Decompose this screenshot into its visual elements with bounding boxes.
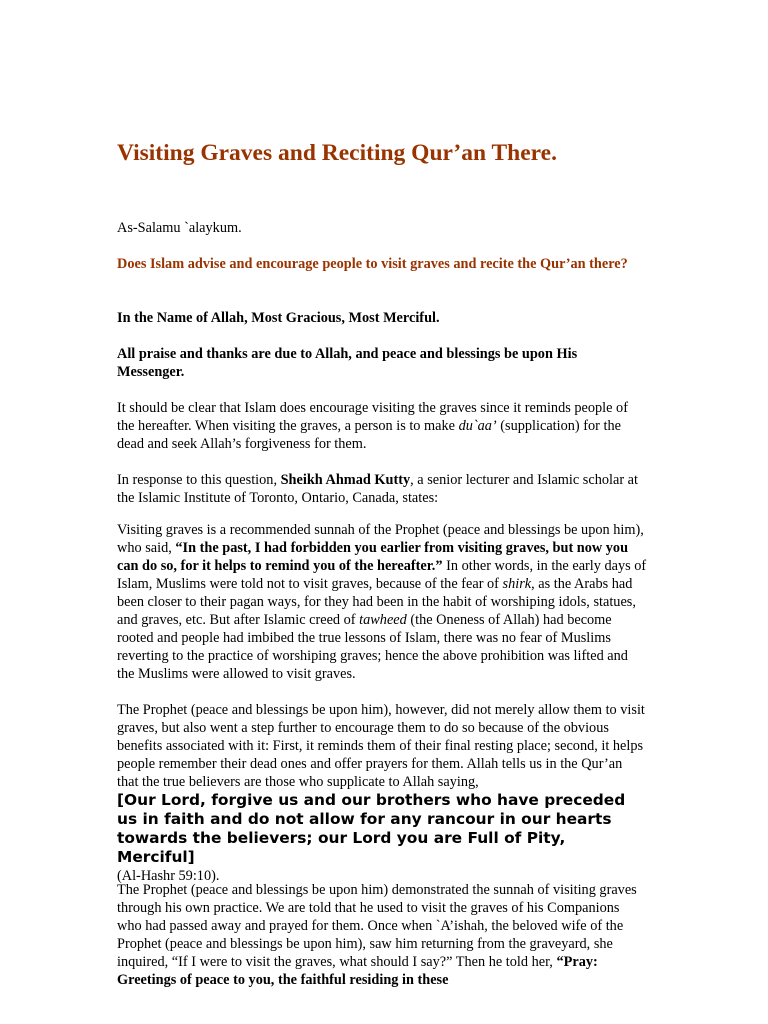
paragraph-sunnah bbox=[117, 521, 647, 683]
paragraph-intro bbox=[117, 399, 647, 453]
basmala: In the Name of Allah, Most Gracious, Most Merciful. bbox=[117, 310, 440, 326]
paragraph-benefits bbox=[117, 701, 647, 885]
text: (the Oneness of Allah) had become rooted and people had imbibed the true lessons of Islam, there was no fear of Muslims reverting to the practice of worshiping graves; hence the above prohibition was lifted and the Muslims were allowed to visit graves. bbox=[117, 612, 628, 682]
greeting: As-Salamu `alaykum. bbox=[117, 220, 242, 236]
quran-verse: [Our Lord, forgive us and our brothers who have preceded us in faith and do not allow for any rancour in our hearts towards the believers; our Lord you are Full of Pity, Merciful] bbox=[117, 791, 626, 866]
text: It should be clear that Islam does encourage visiting the graves since it reminds people of the hereafter. When visiting the graves, a person is to make bbox=[117, 400, 628, 434]
text: (supplication) for the dead and seek Allah’s forgiveness for them. bbox=[117, 418, 621, 452]
term-duaa: du`aa’ bbox=[458, 418, 497, 434]
hadith-quote: “In the past, I had forbidden you earlier from visiting graves, but now you can do so, for it helps to remind you of the hereafter.” bbox=[117, 540, 629, 574]
text: The Prophet (peace and blessings be upon him), however, did not merely allow them to visit graves, but also went a step further to encourage them to do so because of the obvious benefits associated with it: First, it reminds them of their final resting place; second, it helps people remember their dead ones and offer prayers for them. Allah tells us in the Qur’an that the true believers are those who supplicate to Allah saying, bbox=[117, 702, 645, 790]
text: Visiting graves is a recommended sunnah of the Prophet (peace and blessings be upon him), who said, bbox=[117, 522, 644, 556]
scholar-name: Sheikh Ahmad Kutty bbox=[280, 472, 411, 488]
paragraph-practice bbox=[117, 881, 647, 989]
question: Does Islam advise and encourage people to visit graves and recite the Qur’an there? bbox=[117, 256, 628, 272]
text: The Prophet (peace and blessings be upon him) demonstrated the sunnah of visiting graves through his own practice. We are told that he used to visit the graves of his Companions who had passed away and prayed for them. Once when `A’ishah, the beloved wife of the Prophet (peace and blessings be upon him), saw him returning from the graveyard, she inquired, “If I were to visit the graves, what should I say?” Then he told her, bbox=[117, 882, 637, 970]
praise: All praise and thanks are due to Allah, and peace and blessings be upon His Messenger. bbox=[117, 346, 578, 380]
text: In other words, in the early days of Islam, Muslims were told not to visit graves, because of the fear of bbox=[117, 558, 647, 592]
text: , a senior lecturer and Islamic scholar at the Islamic Institute of Toronto, Ontario, Canada, states: bbox=[117, 472, 638, 506]
term-tawheed: tawheed bbox=[359, 612, 407, 628]
verse-reference: (Al-Hashr 59:10). bbox=[117, 868, 220, 884]
text: , as the Arabs had been closer to their pagan ways, for they had been in the habit of worshiping idols, statues, and graves, etc. But after Islamic creed of bbox=[117, 576, 636, 628]
term-shirk: shirk bbox=[502, 576, 532, 592]
text: In response to this question, bbox=[117, 472, 281, 488]
prayer-quote: “Pray: Greetings of peace to you, the faithful residing in these bbox=[117, 954, 598, 988]
page-title: Visiting Graves and Reciting Qur’an There. bbox=[117, 140, 557, 166]
paragraph-response bbox=[117, 471, 647, 507]
